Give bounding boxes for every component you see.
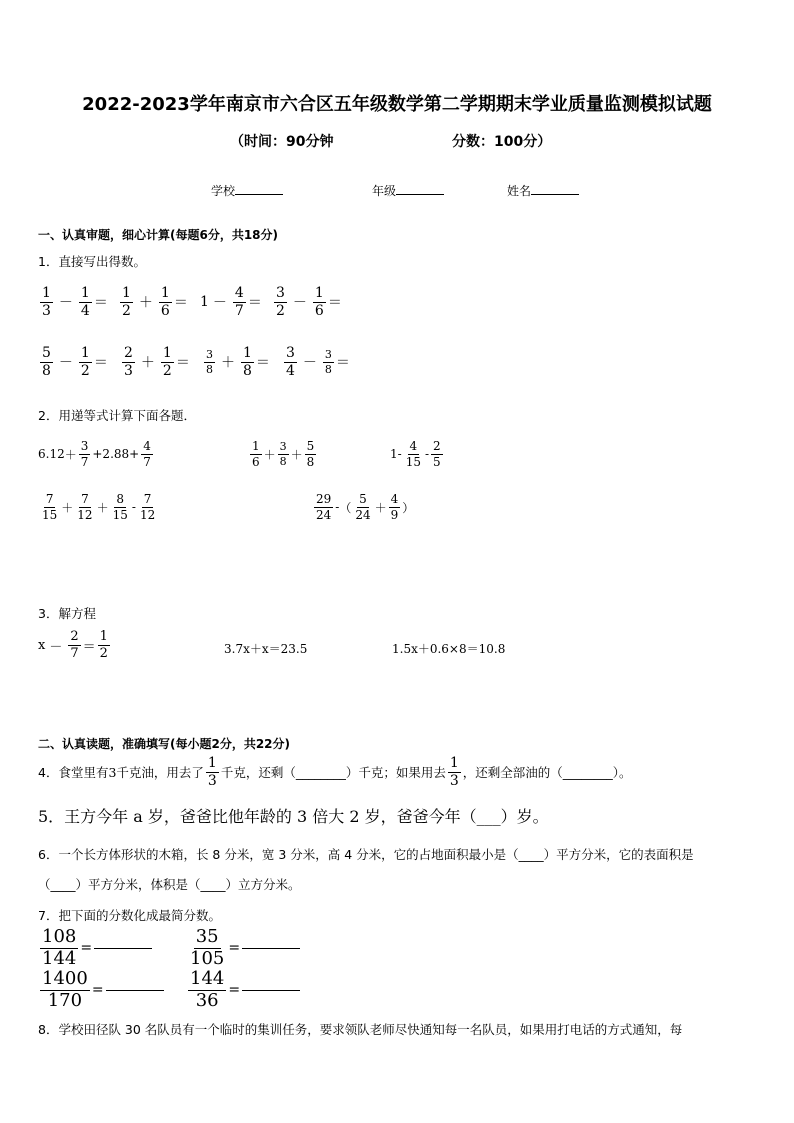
grade-field: 年级 (372, 182, 444, 199)
question-3: 3．解方程 (38, 606, 96, 621)
q2-expr-3: 1- $\frac{4}{15}$ - $\frac{2}{5}$ (390, 439, 441, 469)
school-field: 学校 (211, 182, 283, 199)
q3-equation-2: 3.7x＋x＝23.5 (224, 642, 308, 656)
q7-fraction-3: $\frac{1400}{170}$ = (38, 970, 164, 1011)
q1-expr-8: $\frac{3}{4}$ － $\frac{3}{8}$ ＝ (286, 345, 350, 379)
q3-equation-1: x － $\frac{2}{7}$ ＝ $\frac{1}{2}$ (38, 629, 108, 661)
q1-expr-4: $\frac{3}{2}$ － $\frac{1}{6}$ ＝ (276, 285, 342, 319)
name-field: 姓名 (507, 182, 579, 199)
q2-expr-4: $\frac{7}{15}$ ＋ $\frac{7}{12}$ ＋ $\frac{8}{15}$ - $\frac{7}{12}$ (42, 492, 156, 522)
question-6-line-2: （____）平方分米，体积是（____）立方分米。 (38, 877, 301, 892)
question-6-line-1: 6．一个长方体形状的木箱，长 8 分米，宽 3 分米，高 4 分米，它的占地面积最小是（____）平方分米，它的表面积是 (38, 847, 694, 862)
section-1-heading: 一、认真审题，细心计算(每题6分，共18分) (38, 228, 279, 242)
q7-fraction-1: $\frac{108}{144}$ = (38, 928, 152, 969)
q1-expr-6: $\frac{2}{3}$ ＋ $\frac{1}{2}$ ＝ (124, 345, 190, 379)
question-1: 1．直接写出得数。 (38, 254, 146, 269)
question-5: 5．王方今年 a 岁，爸爸比他年龄的 3 倍大 2 岁，爸爸今年（___）岁。 (38, 807, 549, 826)
q1-expr-7: $\frac{3}{8}$ ＋ $\frac{1}{8}$ ＝ (206, 345, 270, 379)
q1-expr-2: $\frac{1}{2}$ ＋ $\frac{1}{6}$ ＝ (122, 285, 188, 319)
question-8: 8．学校田径队 30 名队员有一个临时的集训任务，要求领队老师尽快通知每一名队员，如果用打电话的方式通知，每 (38, 1022, 683, 1037)
q1-expr-1: $\frac{1}{3}$ － $\frac{1}{4}$ ＝ (42, 285, 108, 319)
q3-equation-3: 1.5x＋0.6×8＝10.8 (392, 642, 506, 656)
question-7: 7．把下面的分数化成最简分数。 (38, 908, 221, 923)
q2-expr-1: 6.12 ＋ $\frac{3}{7}$ +2.88+ $\frac{4}{7}$ (38, 439, 151, 469)
page-title: 2022-2023学年南京市六合区五年级数学第二学期期末学业质量监测模拟试题 (82, 94, 712, 115)
q7-fraction-2: $\frac{35}{105}$ = (186, 928, 300, 969)
q1-expr-3: 1 － $\frac{4}{7}$ ＝ (200, 285, 262, 319)
section-2-heading: 二、认真读题，准确填写(每小题2分，共22分) (38, 737, 291, 751)
question-2: 2．用递等式计算下面各题． (38, 408, 196, 423)
exam-score: 分数：100分） (452, 134, 552, 150)
question-4: 4．食堂里有 3 千克油，用去了 $\frac{1}{3}$ 千克，还剩（________）千克；如果用去 $\frac{1}{3}$ ，还剩全部油的（________）。 (38, 755, 632, 789)
q7-fraction-4: $\frac{144}{36}$ = (186, 970, 300, 1011)
q2-expr-5: $\frac{29}{24}$ - （ $\frac{5}{24}$ ＋ $\frac{4}{9}$ ） (316, 492, 415, 522)
exam-time: （时间：90分钟 (230, 134, 334, 150)
q1-expr-5: $\frac{5}{8}$ － $\frac{1}{2}$ ＝ (42, 345, 108, 379)
q2-expr-2: $\frac{1}{6}$ ＋ $\frac{3}{8}$ ＋ $\frac{5}{8}$ (252, 439, 315, 469)
